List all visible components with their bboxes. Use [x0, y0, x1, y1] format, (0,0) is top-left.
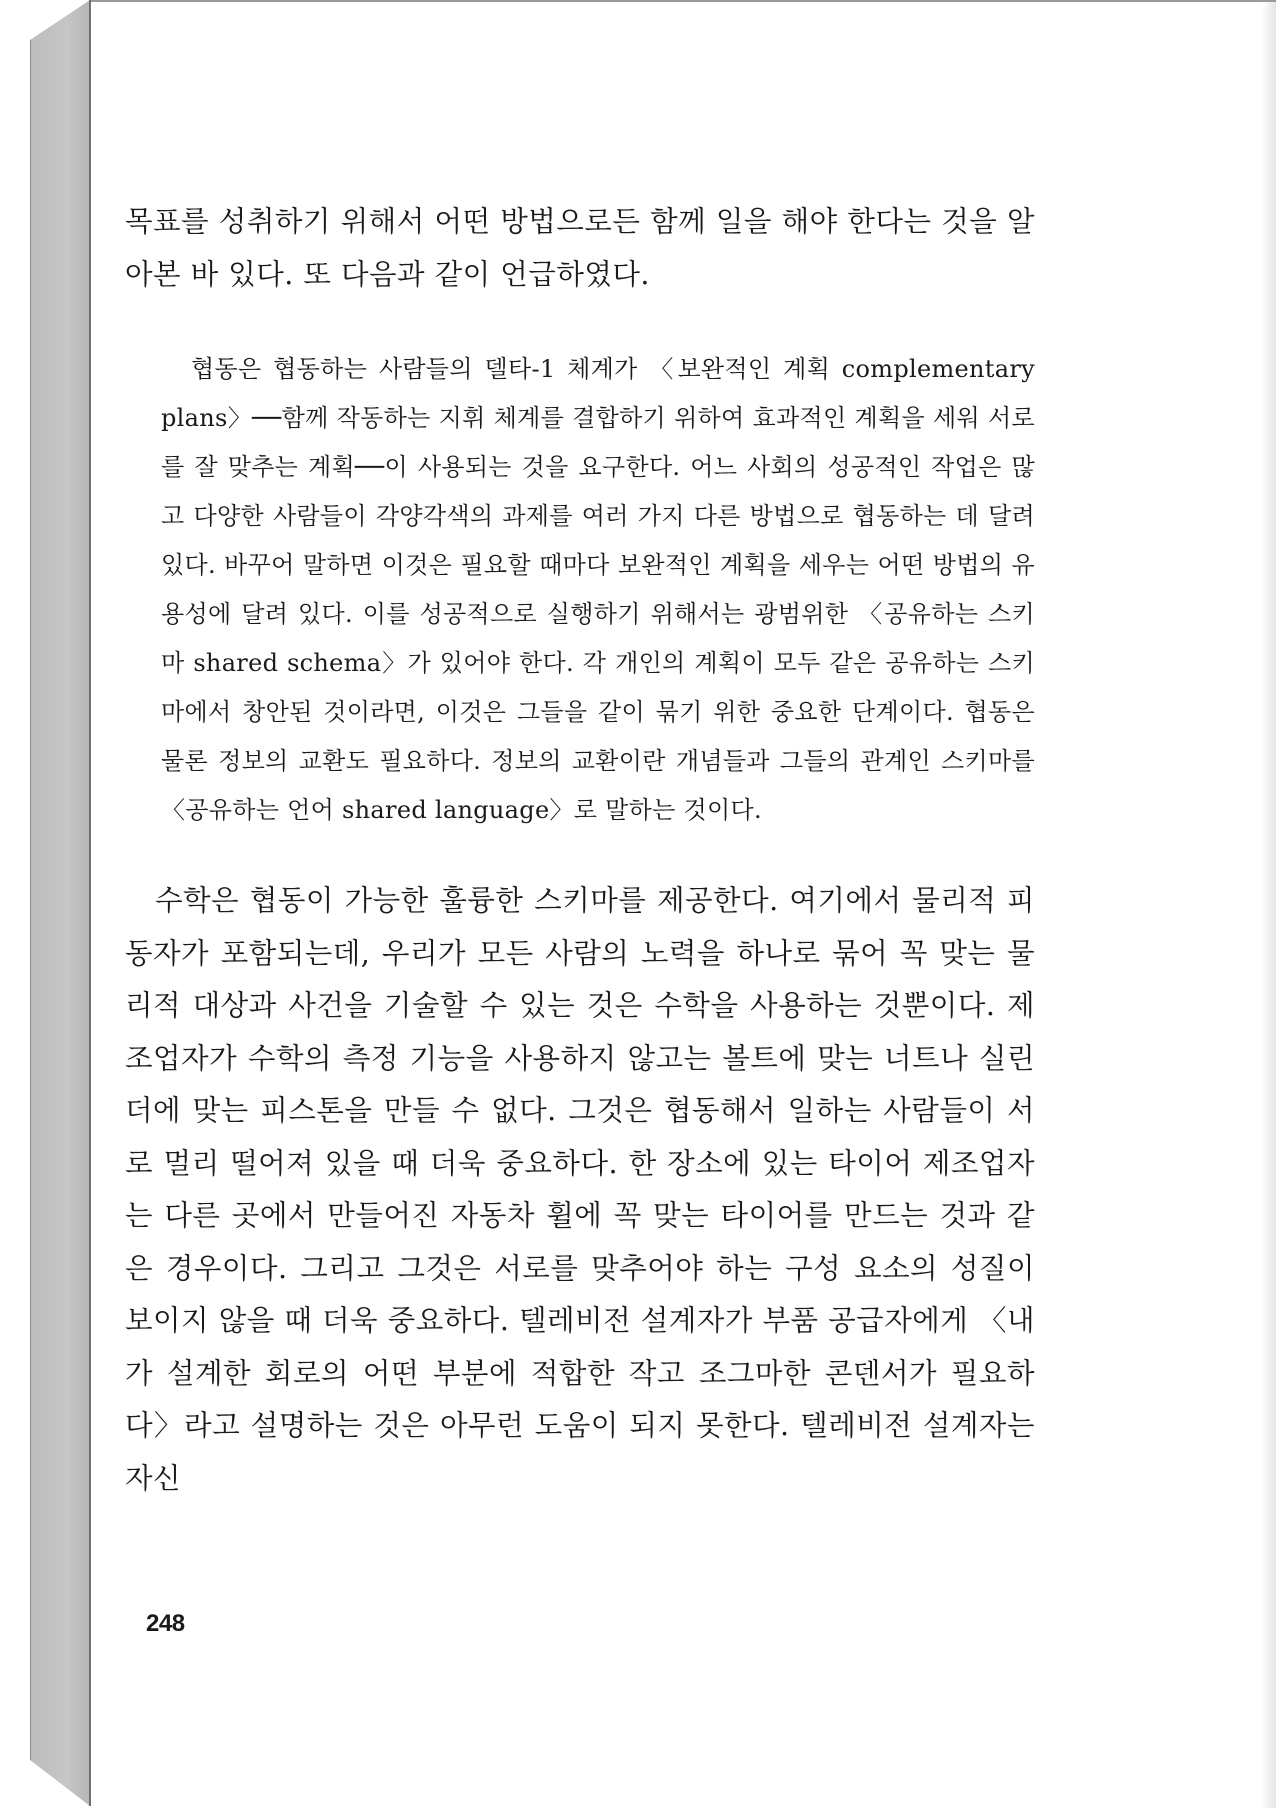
book-spine	[30, 0, 91, 1806]
paragraph-mathematics: 수학은 협동이 가능한 훌륭한 스키마를 제공한다. 여기에서 물리적 피동자가 포함되는데, 우리가 모든 사람의 노력을 하나로 묶어 꼭 맞는 물리적 대상과 사건을 기술할 수 있는 것은 수학을 사용하는 것뿐이다. 제조업자가 수학의 측정 기능을 사용하지 않고는 볼트에 맞는 너트나 실린더에 맞는 피스톤을 만들 수 없다. 그것은 협동해서 일하는 사람들이 서로 멀리 떨어져 있을 때 더욱 중요하다. 한 장소에 있는 타이어 제조업자는 다른 곳에서 만들어진 자동차 휠에 꼭 맞는 타이어를 만드는 것과 같은 경우이다. 그리고 그것은 서로를 맞추어야 하는 구성 요소의 성질이 보이지 않을 때 더욱 중요하다. 텔레비전 설계자가 부품 공급자에게 〈내가 설계한 회로의 어떤 부분에 적합한 작고 조그마한 콘덴서가 필요하다〉라고 설명하는 것은 아무런 도움이 되지 못한다. 텔레비전 설계자는 자신	[125, 884, 1035, 1495]
page-content	[125, 196, 1035, 1505]
page-number: 248	[146, 1610, 185, 1637]
paragraph-intro: 목표를 성취하기 위해서 어떤 방법으로든 함께 일을 해야 한다는 것을 알아본 바 있다. 또 다음과 같이 언급하였다.	[125, 205, 1035, 291]
page-edge-shadow	[1262, 2, 1276, 1808]
block-quote: 협동은 협동하는 사람들의 델타-1 체계가 〈보완적인 계획 complementary plans〉──함께 작동하는 지휘 체계를 결합하기 위하여 효과적인 계획을 세워 서로를 잘 맞추는 계획──이 사용되는 것을 요구한다. 어느 사회의 성공적인 작업은 많고 다양한 사람들이 각양각색의 과제를 여러 가지 다른 방법으로 협동하는 데 달려 있다. 바꾸어 말하면 이것은 필요할 때마다 보완적인 계획을 세우는 어떤 방법의 유용성에 달려 있다. 이를 성공적으로 실행하기 위해서는 광범위한 〈공유하는 스키마 shared schema〉가 있어야 한다. 각 개인의 계획이 모두 같은 공유하는 스키마에서 창안된 것이라면, 이것은 그들을 같이 묶기 위한 중요한 단계이다. 협동은 물론 정보의 교환도 필요하다. 정보의 교환이란 개념들과 그들의 관계인 스키마를 〈공유하는 언어 shared language〉로 말하는 것이다.	[161, 355, 1035, 824]
